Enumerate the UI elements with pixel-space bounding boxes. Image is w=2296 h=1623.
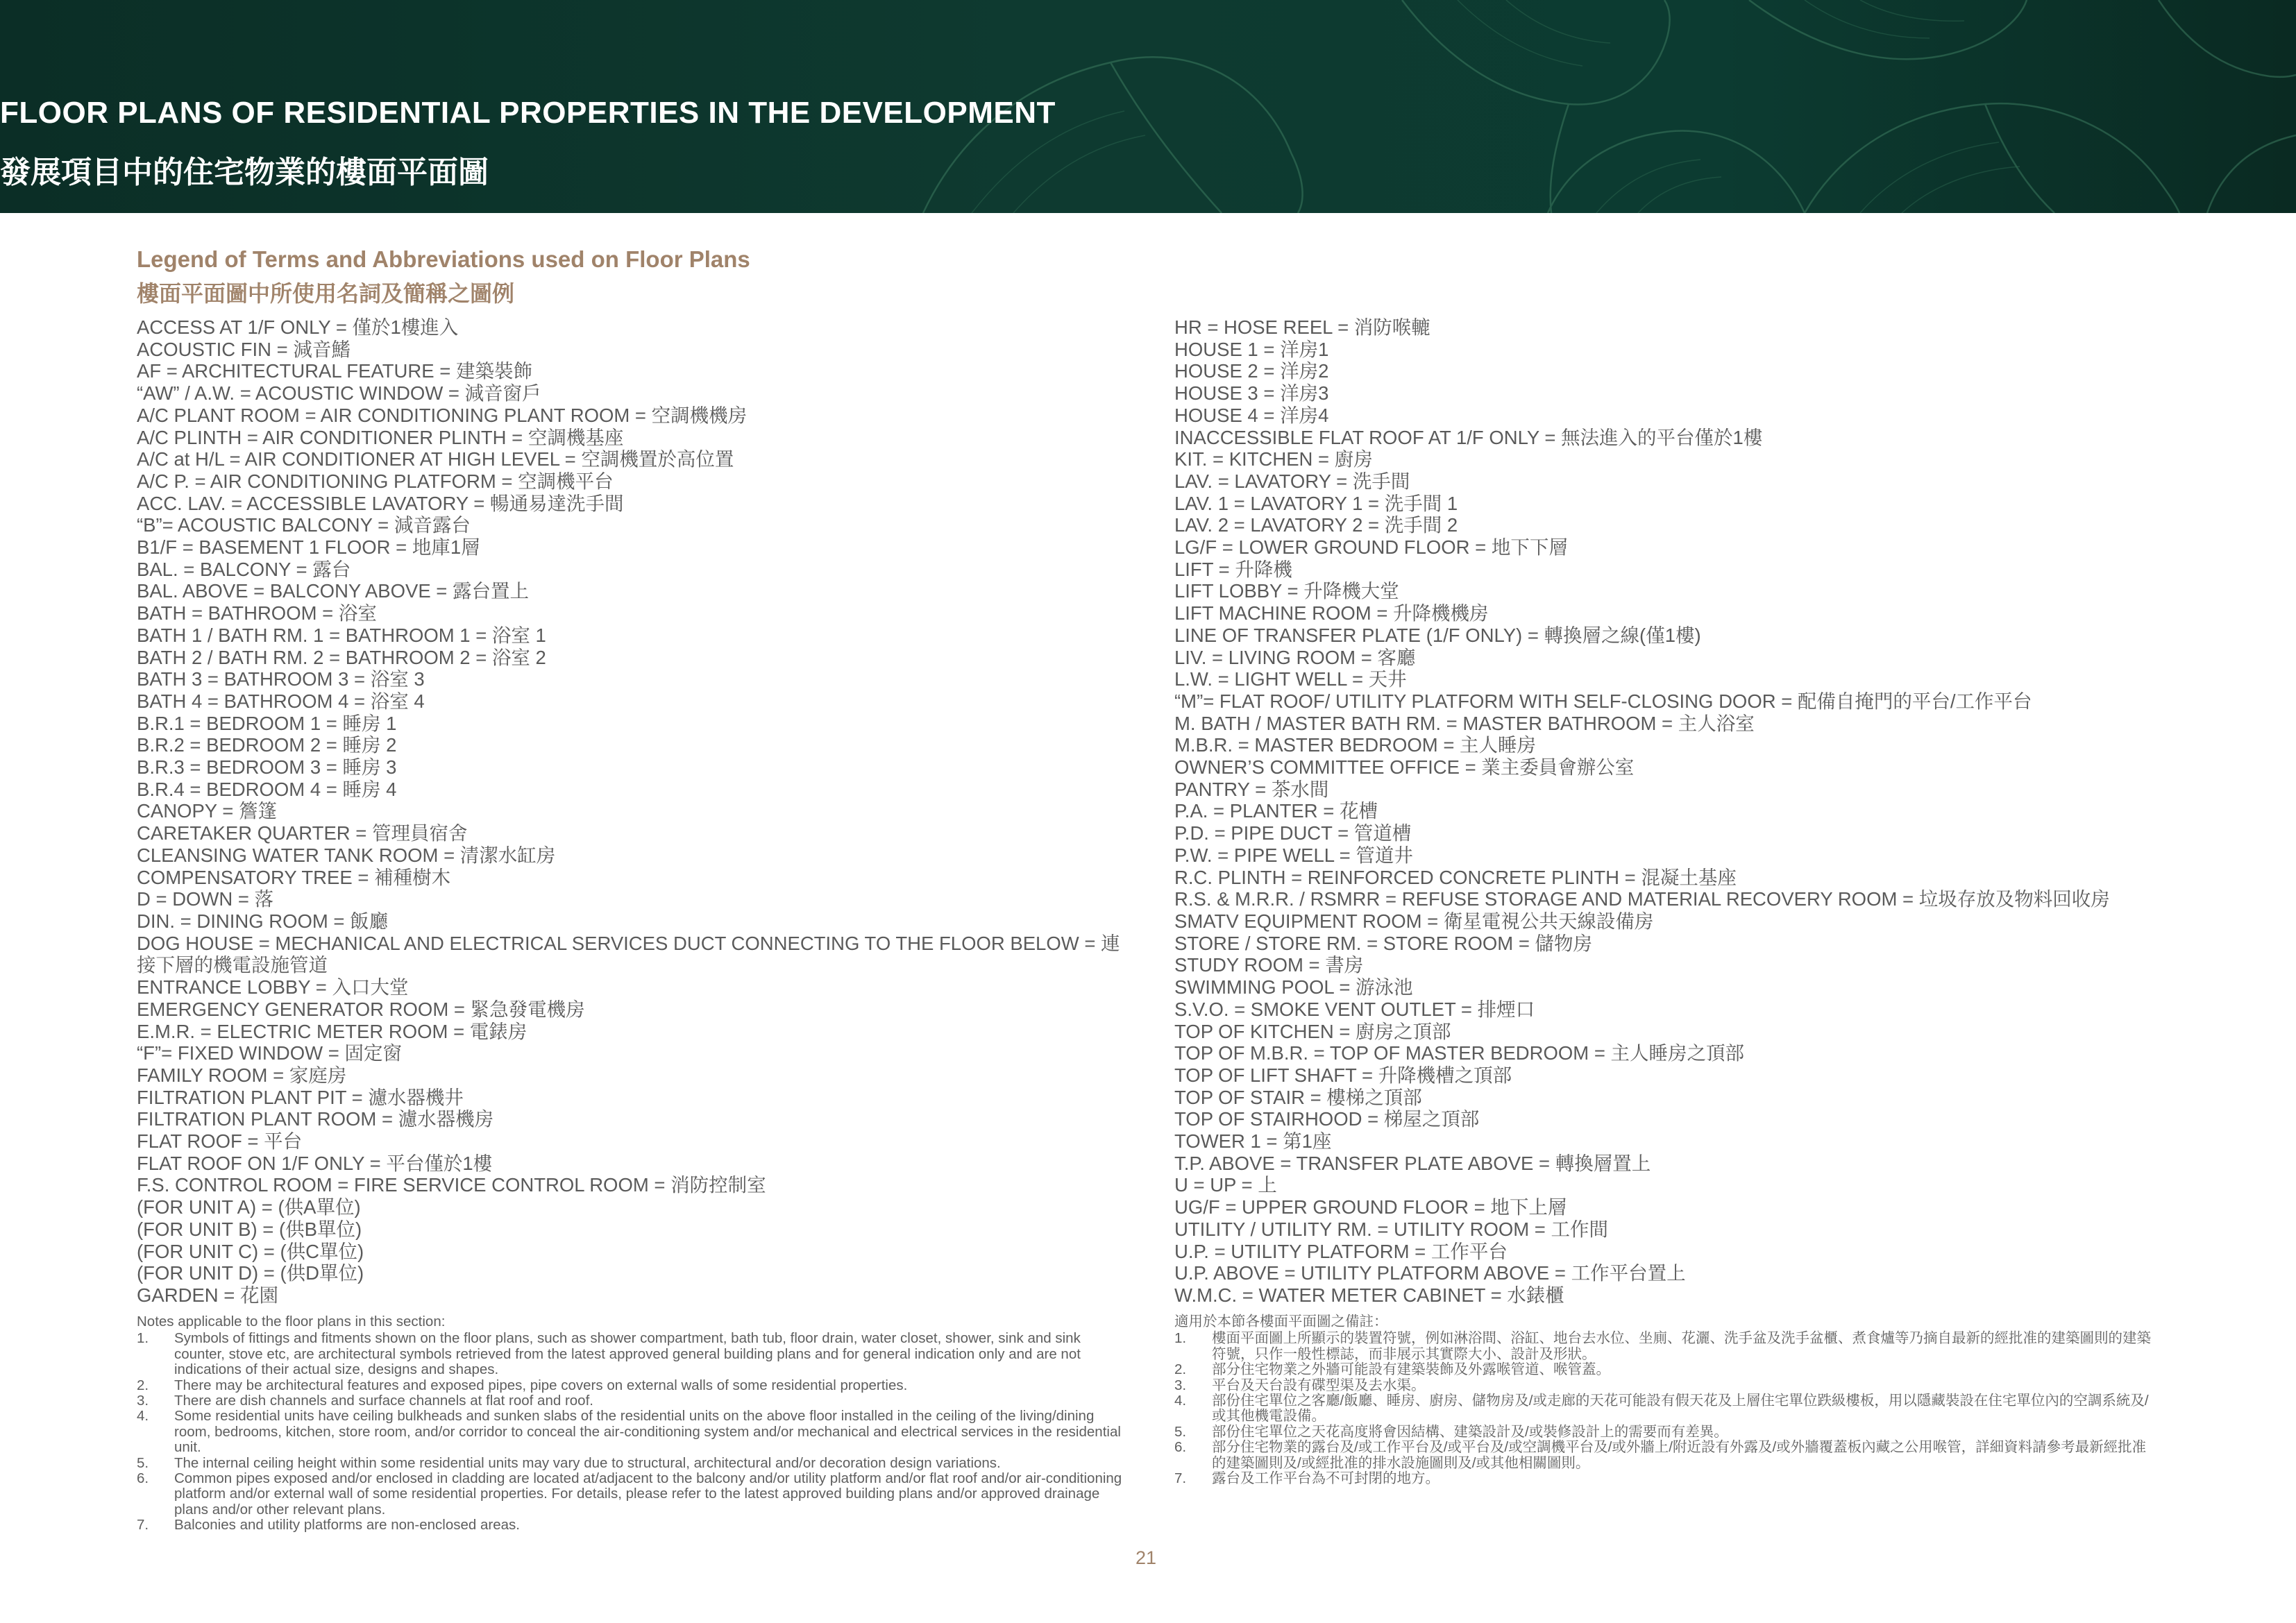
legend-term: “B”= ACOUSTIC BALCONY = 減音露台 (137, 514, 471, 536)
note-number: 1. (1174, 1330, 1187, 1347)
legend-term: M. BATH / MASTER BATH RM. = MASTER BATHROOM = 主人浴室 (1174, 712, 1755, 734)
note-number: 7. (1174, 1470, 1187, 1487)
legend-term: FAMILY ROOM = 家庭房 (137, 1064, 347, 1086)
legend-term: (FOR UNIT B) = (供B單位) (137, 1218, 362, 1240)
note-number: 5. (1174, 1423, 1187, 1440)
legend-term: U.P. = UTILITY PLATFORM = 工作平台 (1174, 1240, 1508, 1262)
legend-term: ACCESS AT 1/F ONLY = 僅於1樓進入 (137, 316, 459, 338)
legend-term: FLAT ROOF ON 1/F ONLY = 平台僅於1樓 (137, 1152, 493, 1174)
note-item (137, 1331, 1122, 1377)
page-title-en: FLOOR PLANS OF RESIDENTIAL PROPERTIES IN THE DEVELOPMENT (0, 96, 1056, 130)
legend-term: P.W. = PIPE WELL = 管道井 (1174, 844, 1413, 866)
legend-term: ACC. LAV. = ACCESSIBLE LAVATORY = 暢通易達洗手間 (137, 492, 624, 514)
legend-term: TOP OF STAIRHOOD = 梯屋之頂部 (1174, 1108, 1480, 1130)
legend-term: STUDY ROOM = 書房 (1174, 954, 1364, 976)
notes-heading-zh: 適用於本節各樓面平面圖之備註： (1174, 1314, 1388, 1329)
legend-term: INACCESSIBLE FLAT ROOF AT 1/F ONLY = 無法進入的平台僅於1樓 (1174, 426, 1763, 448)
legend-term: LIFT = 升降機 (1174, 558, 1292, 580)
legend-term: R.C. PLINTH = REINFORCED CONCRETE PLINTH = 混凝土基座 (1174, 866, 1737, 888)
legend-term: (FOR UNIT C) = (供C單位) (137, 1240, 364, 1262)
legend-term: LIFT MACHINE ROOM = 升降機機房 (1174, 602, 1489, 624)
legend-term: FLAT ROOF = 平台 (137, 1130, 303, 1153)
legend-term: B.R.3 = BEDROOM 3 = 睡房 3 (137, 756, 397, 779)
legend-term: B.R.4 = BEDROOM 4 = 睡房 4 (137, 778, 397, 800)
legend-term: DOG HOUSE = MECHANICAL AND ELECTRICAL SERVICES DUCT CONNECTING TO THE FLOOR BELOW = 連接下層的機電設施管道 (137, 932, 1120, 976)
legend-term: E.M.R. = ELECTRIC METER ROOM = 電錶房 (137, 1020, 527, 1042)
legend-term: LINE OF TRANSFER PLATE (1/F ONLY) = 轉換層之線(僅1樓) (1174, 624, 1701, 646)
note-text: The internal ceiling height within some residential units may vary due to structural, architectural and/or decoration design variations. (174, 1454, 1001, 1471)
note-number: 4. (1174, 1393, 1187, 1409)
note-item (1174, 1471, 2160, 1486)
legend-left-column (137, 316, 1136, 1307)
note-text: 露台及工作平台為不可封閉的地方。 (1212, 1470, 1440, 1487)
legend-term: A/C PLANT ROOM = AIR CONDITIONING PLANT ROOM = 空調機機房 (137, 404, 748, 426)
legend-term: BATH = BATHROOM = 浴室 (137, 602, 377, 624)
legend-term: TOWER 1 = 第1座 (1174, 1130, 1332, 1153)
note-text: Common pipes exposed and/or enclosed in cladding are located at/adjacent to the balcony and/or utility platform and/or flat roof and/or air-conditioning platform and/or external wall of some residential properties. For details, please refer to the latest approved building plans and/or approved drainage plans and/or other relevant plans. (174, 1470, 1122, 1518)
note-text: 部分住宅物業之外牆可能設有建築裝飾及外露喉管道、喉管蓋。 (1212, 1361, 1610, 1378)
notes-en (137, 1314, 1122, 1533)
legend-term: “F”= FIXED WINDOW = 固定窗 (137, 1042, 402, 1064)
legend-term: T.P. ABOVE = TRANSFER PLATE ABOVE = 轉換層置上 (1174, 1152, 1651, 1174)
note-number: 5. (137, 1454, 149, 1471)
legend-term: B1/F = BASEMENT 1 FLOOR = 地庫1層 (137, 536, 480, 559)
note-number: 3. (137, 1393, 149, 1409)
legend-term: HOUSE 1 = 洋房1 (1174, 338, 1329, 360)
notes-list-en (137, 1331, 1122, 1533)
legend-term: PANTRY = 茶水間 (1174, 778, 1329, 800)
legend-term: P.A. = PLANTER = 花槽 (1174, 800, 1378, 822)
note-number: 6. (1174, 1439, 1187, 1456)
legend-term: P.D. = PIPE DUCT = 管道槽 (1174, 822, 1412, 844)
note-text: 部份住宅單位之天花高度將會因結構、建築設計及/或裝修設計上的需要而有差異。 (1212, 1423, 1728, 1440)
legend-term: F.S. CONTROL ROOM = FIRE SERVICE CONTROL ROOM = 消防控制室 (137, 1174, 766, 1196)
legend-term: BAL. = BALCONY = 露台 (137, 558, 351, 580)
page-number: 21 (1136, 1547, 1157, 1568)
note-number: 7. (137, 1517, 149, 1533)
legend-term: SWIMMING POOL = 游泳池 (1174, 976, 1413, 999)
note-text: Symbols of fittings and fitments shown on the floor plans, such as shower compartment, bath tub, floor drain, water closet, shower, sink and sink counter, stove etc, are architectural symbols retrieved from the latest approved general building plans and for general indication only and are not indications of their actual size, designs and shapes. (174, 1330, 1081, 1378)
legend-term: HOUSE 4 = 洋房4 (1174, 404, 1329, 426)
legend-term: U = UP = 上 (1174, 1174, 1277, 1196)
legend-term: BATH 2 / BATH RM. 2 = BATHROOM 2 = 浴室 2 (137, 646, 546, 668)
legend-term: BATH 4 = BATHROOM 4 = 浴室 4 (137, 690, 425, 712)
legend-term: OWNER’S COMMITTEE OFFICE = 業主委員會辦公室 (1174, 756, 1635, 779)
note-item (1174, 1331, 2160, 1362)
legend-term: TOP OF STAIR = 樓梯之頂部 (1174, 1086, 1422, 1108)
note-item (137, 1393, 1122, 1409)
legend-term: HR = HOSE REEL = 消防喉轆 (1174, 316, 1430, 338)
note-item (1174, 1440, 2160, 1471)
legend-term: B.R.2 = BEDROOM 2 = 睡房 2 (137, 734, 397, 756)
legend-term: FILTRATION PLANT ROOM = 濾水器機房 (137, 1108, 494, 1130)
legend-term: FILTRATION PLANT PIT = 濾水器機井 (137, 1086, 464, 1108)
note-number: 6. (137, 1470, 149, 1487)
note-item (137, 1518, 1122, 1533)
legend-term: ENTRANCE LOBBY = 入口大堂 (137, 976, 409, 999)
note-number: 4. (137, 1408, 149, 1425)
legend-term: A/C at H/L = AIR CONDITIONER AT HIGH LEVEL = 空調機置於高位置 (137, 448, 734, 470)
note-text: 部分住宅物業的露台及/或工作平台及/或平台及/或空調機平台及/或外牆上/附近設有外露及/或外牆覆蓋板內藏之公用喉管，詳細資料請參考最新經批准的建築圖則及/或經批准的排水設施圖則及/或其他相關圖則。 (1212, 1439, 2147, 1471)
note-number: 1. (137, 1330, 149, 1347)
note-item (137, 1471, 1122, 1518)
legend-term: CARETAKER QUARTER = 管理員宿舍 (137, 822, 468, 844)
note-item (1174, 1425, 2160, 1440)
legend-term: LIFT LOBBY = 升降機大堂 (1174, 580, 1399, 602)
note-text: Some residential units have ceiling bulkheads and sunken slabs of the residential units on the above floor installed in the ceiling of the living/dining room, bedrooms, kitchen, store room, and/or corridor to conceal the air-conditioning system and/or mechanical and electrical services in the residential unit. (174, 1408, 1121, 1456)
legend-title-zh: 樓面平面圖中所使用名詞及簡稱之圖例 (137, 281, 515, 306)
note-number: 2. (137, 1377, 149, 1393)
legend-term: TOP OF LIFT SHAFT = 升降機槽之頂部 (1174, 1064, 1512, 1086)
legend-term: HOUSE 2 = 洋房2 (1174, 360, 1329, 382)
legend-term: BATH 3 = BATHROOM 3 = 浴室 3 (137, 668, 425, 690)
note-text: Balconies and utility platforms are non-enclosed areas. (174, 1517, 520, 1533)
notes-heading-en: Notes applicable to the floor plans in this section: (137, 1314, 446, 1329)
legend-term: ACOUSTIC FIN = 減音鰭 (137, 338, 351, 360)
legend-term: B.R.1 = BEDROOM 1 = 睡房 1 (137, 712, 397, 734)
legend-term: (FOR UNIT D) = (供D單位) (137, 1262, 364, 1284)
legend-term: A/C P. = AIR CONDITIONING PLATFORM = 空調機平台 (137, 470, 614, 492)
legend-term: BATH 1 / BATH RM. 1 = BATHROOM 1 = 浴室 1 (137, 624, 546, 646)
legend-term: CLEANSING WATER TANK ROOM = 清潔水缸房 (137, 844, 556, 866)
legend-term: UTILITY / UTILITY RM. = UTILITY ROOM = 工作間 (1174, 1218, 1608, 1240)
legend-term: TOP OF M.B.R. = TOP OF MASTER BEDROOM = 主人睡房之頂部 (1174, 1042, 1745, 1064)
legend-term: CANOPY = 簷篷 (137, 800, 277, 822)
page-title-zh: 發展項目中的住宅物業的樓面平面圖 (0, 155, 489, 189)
legend-term: AF = ARCHITECTURAL FEATURE = 建築裝飾 (137, 360, 532, 382)
legend-right-column (1174, 316, 2174, 1307)
legend-term: “AW” / A.W. = ACOUSTIC WINDOW = 減音窗戶 (137, 382, 541, 405)
legend-term: LG/F = LOWER GROUND FLOOR = 地下下層 (1174, 536, 1568, 559)
legend-term: STORE / STORE RM. = STORE ROOM = 儲物房 (1174, 932, 1593, 954)
legend-term: W.M.C. = WATER METER CABINET = 水錶櫃 (1174, 1284, 1564, 1306)
legend-term: GARDEN = 花園 (137, 1284, 278, 1306)
legend-term: L.W. = LIGHT WELL = 天井 (1174, 668, 1407, 690)
legend-term: KIT. = KITCHEN = 廚房 (1174, 448, 1373, 470)
legend-term: TOP OF KITCHEN = 廚房之頂部 (1174, 1020, 1451, 1042)
note-item (137, 1409, 1122, 1455)
legend-term: “M”= FLAT ROOF/ UTILITY PLATFORM WITH SELF-CLOSING DOOR = 配備自掩門的平台/工作平台 (1174, 690, 2032, 712)
note-text: 平台及天台設有碟型渠及去水渠。 (1212, 1377, 1426, 1393)
note-text: There may be architectural features and exposed pipes, pipe covers on external walls of some residential properties. (174, 1377, 908, 1393)
legend-term: LAV. 1 = LAVATORY 1 = 洗手間 1 (1174, 492, 1458, 514)
legend-title-en: Legend of Terms and Abbreviations used on Floor Plans (137, 246, 750, 272)
legend-term: UG/F = UPPER GROUND FLOOR = 地下上層 (1174, 1196, 1567, 1218)
notes-zh (1174, 1314, 2160, 1486)
legend-term: LAV. = LAVATORY = 洗手間 (1174, 470, 1410, 492)
legend-term: COMPENSATORY TREE = 補種樹木 (137, 866, 451, 888)
legend-term: A/C PLINTH = AIR CONDITIONER PLINTH = 空調機基座 (137, 426, 624, 448)
legend-term: S.V.O. = SMOKE VENT OUTLET = 排煙口 (1174, 998, 1535, 1020)
note-item (1174, 1362, 2160, 1377)
note-number: 3. (1174, 1377, 1187, 1393)
note-text: There are dish channels and surface channels at flat roof and roof. (174, 1393, 593, 1409)
note-item (137, 1456, 1122, 1471)
legend-term: U.P. ABOVE = UTILITY PLATFORM ABOVE = 工作平台置上 (1174, 1262, 1686, 1284)
note-item (1174, 1393, 2160, 1425)
legend-term: LIV. = LIVING ROOM = 客廳 (1174, 646, 1416, 668)
note-item (1174, 1378, 2160, 1393)
legend-term: LAV. 2 = LAVATORY 2 = 洗手間 2 (1174, 514, 1458, 536)
notes-list-zh (1174, 1331, 2160, 1486)
legend-term: DIN. = DINING ROOM = 飯廳 (137, 910, 389, 932)
note-number: 2. (1174, 1361, 1187, 1378)
legend-term: SMATV EQUIPMENT ROOM = 衛星電視公共天線設備房 (1174, 910, 1654, 932)
header-banner (0, 0, 2296, 213)
legend-term: (FOR UNIT A) = (供A單位) (137, 1196, 361, 1218)
note-item (137, 1378, 1122, 1393)
note-text: 樓面平面圖上所顯示的裝置符號，例如淋浴間、浴缸、地台去水位、坐廁、花灑、洗手盆及洗手盆櫃、煮食爐等乃摘自最新的經批准的建築圖則的建築符號，只作一般性標誌，而非展示其實際大小、設計及形狀。 (1212, 1330, 2151, 1362)
legend-term: R.S. & M.R.R. / RSMRR = REFUSE STORAGE AND MATERIAL RECOVERY ROOM = 垃圾存放及物料回收房 (1174, 888, 2110, 910)
legend-term: EMERGENCY GENERATOR ROOM = 緊急發電機房 (137, 998, 585, 1020)
legend-term: D = DOWN = 落 (137, 888, 274, 910)
legend-term: M.B.R. = MASTER BEDROOM = 主人睡房 (1174, 734, 1537, 756)
note-text: 部份住宅單位之客廳/飯廳、睡房、廚房、儲物房及/或走廊的天花可能設有假天花及上層住宅單位跌級樓板，用以隱藏裝設在住宅單位內的空調系統及/或其他機電設備。 (1212, 1393, 2149, 1425)
legend-term: HOUSE 3 = 洋房3 (1174, 382, 1329, 405)
legend-term: BAL. ABOVE = BALCONY ABOVE = 露台置上 (137, 580, 529, 602)
